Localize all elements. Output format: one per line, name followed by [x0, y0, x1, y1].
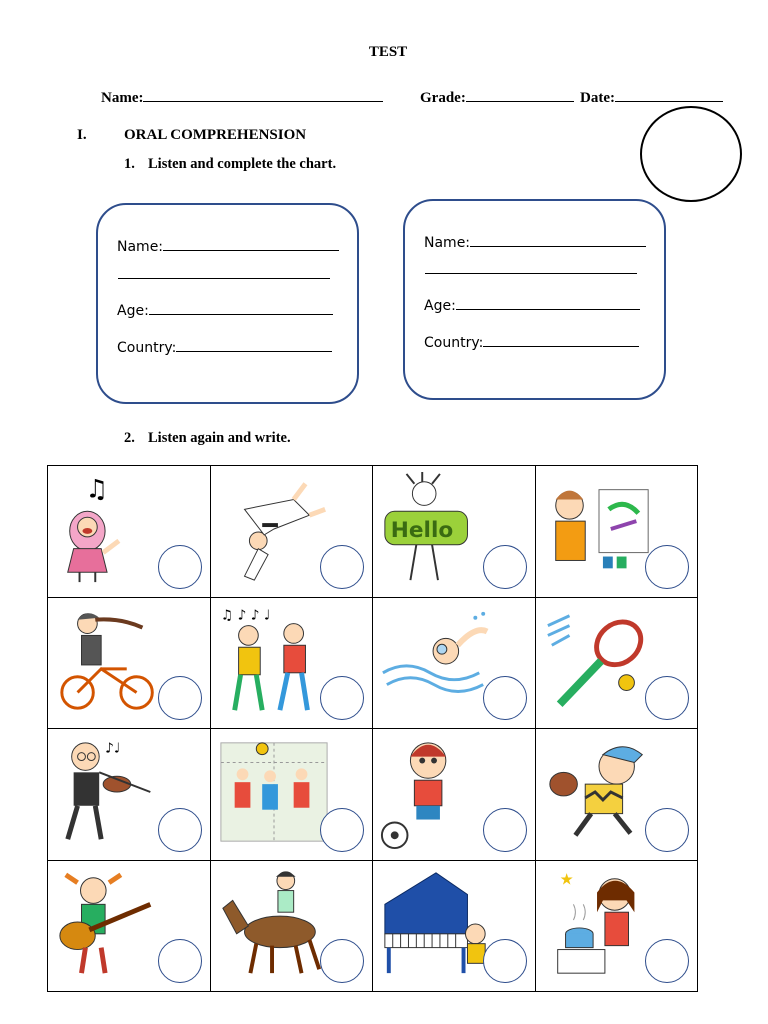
card-2-country-label: Country:	[424, 335, 484, 351]
volleyball-icon	[215, 733, 333, 851]
info-card-1	[96, 203, 359, 404]
card-2-country-line	[483, 334, 639, 347]
name-line	[143, 87, 383, 102]
card-2-name-label: Name:	[424, 235, 471, 251]
answer-circle[interactable]	[320, 939, 364, 983]
karate-icon	[215, 470, 333, 588]
svg-text:★: ★	[559, 869, 574, 889]
date-field[interactable]	[580, 87, 723, 107]
grid-cell	[210, 597, 373, 729]
answer-circle[interactable]	[158, 676, 202, 720]
grid-cell	[535, 729, 698, 861]
grid-cell	[48, 466, 211, 598]
grid-cell	[210, 860, 373, 992]
grade-label: Grade:	[420, 90, 466, 106]
answer-circle[interactable]	[483, 939, 527, 983]
grade-line	[466, 87, 574, 102]
grid-cell	[210, 729, 373, 861]
card-2-age-label: Age:	[424, 298, 456, 314]
svg-text:♫: ♫	[85, 474, 109, 505]
grid-cell	[210, 466, 373, 598]
answer-circle[interactable]	[483, 676, 527, 720]
question-1-text: Listen and complete the chart.	[148, 156, 337, 172]
answer-circle[interactable]	[320, 676, 364, 720]
card-2-name-line	[470, 234, 646, 247]
card-1-age-line	[149, 302, 333, 315]
grade-field[interactable]	[420, 87, 574, 107]
baseball-icon	[540, 733, 658, 851]
dancing-icon	[215, 602, 333, 720]
card-2-age-line	[456, 297, 640, 310]
grid-cell	[48, 729, 211, 861]
page-title: TEST	[368, 44, 408, 60]
grid-cell	[373, 466, 536, 598]
section-numeral: I.	[77, 127, 87, 143]
answer-circle[interactable]	[158, 939, 202, 983]
answer-circle[interactable]	[645, 676, 689, 720]
info-card-2	[403, 199, 666, 400]
answer-circle[interactable]	[320, 808, 364, 852]
name-label: Name:	[101, 90, 144, 106]
card-1-country-field[interactable]	[117, 339, 332, 356]
grid-cell	[535, 860, 698, 992]
answer-circle[interactable]	[158, 808, 202, 852]
answer-circle[interactable]	[645, 939, 689, 983]
cycling-icon	[52, 602, 170, 720]
soccer-icon	[377, 733, 495, 851]
hello-sign-text: Hello	[390, 517, 454, 543]
guitar-icon	[52, 865, 170, 983]
card-1-name-line	[163, 238, 339, 251]
grid-cell	[48, 860, 211, 992]
grid-cell	[373, 860, 536, 992]
name-field[interactable]	[101, 87, 383, 107]
tennis-icon	[540, 602, 658, 720]
answer-circle[interactable]	[645, 808, 689, 852]
grid-cell	[48, 597, 211, 729]
answer-circle[interactable]	[483, 545, 527, 589]
card-2-name-field[interactable]	[424, 234, 646, 251]
cooking-icon	[540, 865, 658, 983]
violin-icon	[52, 733, 170, 851]
painting-icon	[540, 470, 658, 588]
card-1-country-line	[176, 339, 332, 352]
grid-cell	[535, 466, 698, 598]
card-1-name-label: Name:	[117, 239, 164, 255]
grid-cell	[373, 729, 536, 861]
answer-circle[interactable]	[158, 545, 202, 589]
answer-circle[interactable]	[320, 545, 364, 589]
card-1-name-field[interactable]	[117, 238, 339, 255]
card-2-name-line-2[interactable]	[425, 273, 637, 274]
answer-circle[interactable]	[645, 545, 689, 589]
grid-cell	[373, 597, 536, 729]
card-1-name-line-2[interactable]	[118, 278, 330, 279]
card-2-age-field[interactable]	[424, 297, 640, 314]
question-1-number: 1.	[124, 156, 135, 172]
card-2-country-field[interactable]	[424, 334, 639, 351]
card-1-country-label: Country:	[117, 340, 177, 356]
date-label: Date:	[580, 90, 615, 106]
score-circle[interactable]	[640, 106, 742, 202]
swimming-icon	[377, 602, 495, 720]
question-2-number: 2.	[124, 430, 135, 446]
singing-icon	[52, 470, 170, 588]
grid-cell	[535, 597, 698, 729]
question-2-text: Listen again and write.	[148, 430, 291, 446]
horse-riding-icon	[215, 865, 333, 983]
svg-text:♫ ♪ ♪ ♩: ♫ ♪ ♪ ♩	[220, 607, 270, 624]
card-1-age-label: Age:	[117, 303, 149, 319]
answer-circle[interactable]	[483, 808, 527, 852]
piano-icon	[377, 865, 495, 983]
card-1-age-field[interactable]	[117, 302, 333, 319]
svg-text:♪♩: ♪♩	[105, 740, 121, 757]
date-line	[615, 87, 723, 102]
section-heading: ORAL COMPREHENSION	[124, 127, 307, 143]
activity-grid	[47, 465, 698, 992]
hello-icon	[377, 470, 495, 588]
